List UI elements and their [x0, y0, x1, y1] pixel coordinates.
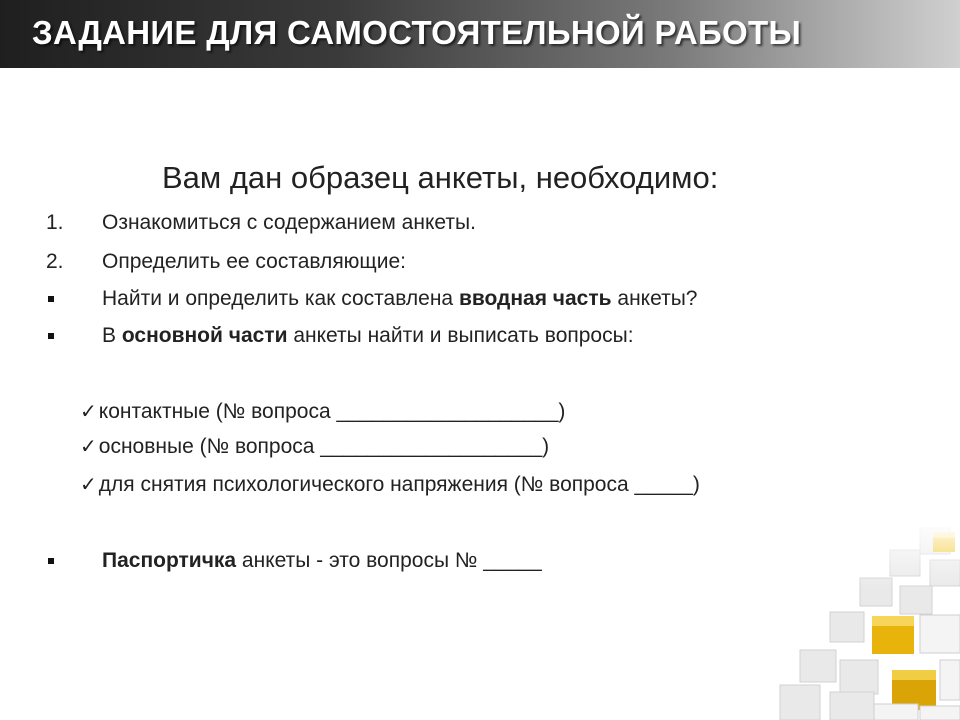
- check-item: [80, 399, 565, 424]
- square-bullet-icon: [48, 333, 54, 339]
- check-item: [80, 434, 549, 459]
- list-number: 2.: [46, 250, 64, 273]
- check-item: [80, 472, 700, 497]
- passport-text: Паспортичка анкеты - это вопросы № _____: [102, 549, 542, 572]
- checkmark-icon: ✓: [80, 436, 97, 458]
- check-text: для снятия психологического напряжения (№ вопроса _____): [98, 473, 700, 496]
- list-text: Определить ее составляющие:: [102, 250, 406, 273]
- checkmark-icon: ✓: [80, 401, 97, 423]
- square-bullet-icon: [48, 558, 54, 564]
- slide-title: ЗАДАНИЕ ДЛЯ САМОСТОЯТЕЛЬНОЙ РАБОТЫ: [32, 14, 802, 51]
- check-text: основные (№ вопроса ___________________): [98, 435, 550, 458]
- bullet-text: В основной части анкеты найти и выписать вопросы:: [102, 324, 634, 347]
- intro-text: Вам дан образец анкеты, необходимо:: [162, 160, 719, 195]
- bullet-text: Найти и определить как составлена вводная часть анкеты?: [102, 287, 698, 310]
- check-text: контактные (№ вопроса ___________________): [98, 400, 566, 423]
- checkmark-icon: ✓: [80, 474, 97, 496]
- decorative-cubes: [770, 520, 960, 720]
- list-number: 1.: [46, 211, 64, 234]
- title-bar: [0, 0, 960, 68]
- list-text: Ознакомиться с содержанием анкеты.: [102, 211, 476, 234]
- square-bullet-icon: [48, 296, 54, 302]
